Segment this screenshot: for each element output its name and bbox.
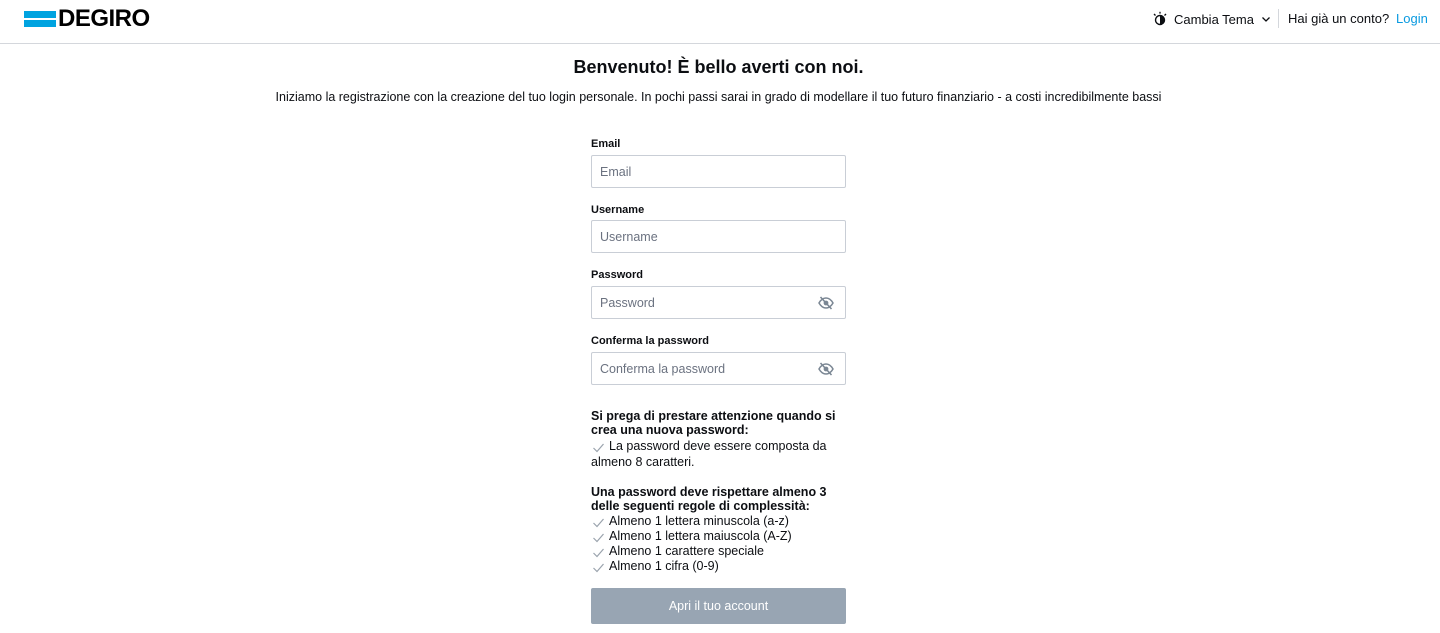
check-icon [592, 531, 605, 544]
email-label: Email [591, 138, 621, 150]
page-title: Benvenuto! È bello averti con noi. [573, 57, 864, 77]
complexity-rule-text: Almeno 1 lettera minuscola (a-z) [609, 514, 789, 528]
complexity-rule-text: Almeno 1 carattere speciale [609, 544, 764, 558]
confirm-password-field[interactable] [592, 353, 802, 384]
username-field[interactable] [592, 221, 802, 252]
complexity-rules-title: Una password deve rispettare almeno 3 delle seguenti regole di complessità: [591, 485, 827, 513]
top-header [0, 0, 1440, 44]
password-rule-continuation: almeno 8 caratteri. [591, 455, 695, 469]
username-label: Username [591, 204, 645, 216]
password-rules-title: Si prega di prestare attenzione quando si crea una nuova password: [591, 409, 836, 437]
eye-slash-icon[interactable] [818, 295, 834, 311]
email-field-box [591, 155, 846, 188]
complexity-rule-item [591, 559, 846, 574]
chevron-down-icon [1261, 14, 1271, 24]
email-field[interactable] [592, 156, 802, 187]
header-divider [1278, 9, 1279, 28]
theme-toggle-label: Cambia Tema [1174, 11, 1254, 27]
login-link[interactable]: Login [1396, 11, 1428, 26]
check-icon [592, 561, 605, 574]
theme-toggle-icon [1152, 11, 1168, 27]
confirm-password-label: Conferma la password [591, 335, 709, 347]
confirm-password-field-box [591, 352, 846, 385]
eye-slash-icon[interactable] [818, 361, 834, 377]
complexity-rule-item [591, 529, 846, 544]
check-icon [592, 516, 605, 529]
password-label: Password [591, 269, 643, 281]
have-account-text: Hai già un conto? [1288, 11, 1390, 26]
username-field-box [591, 220, 846, 253]
complexity-rule-text: Almeno 1 cifra (0-9) [609, 559, 719, 573]
complexity-rule-text: Almeno 1 lettera maiuscola (A-Z) [609, 529, 792, 543]
password-rule-item [591, 439, 846, 454]
logo-mark-icon [24, 9, 56, 29]
check-icon [592, 441, 605, 454]
page-subtitle: Iniziamo la registrazione con la creazione del tuo login personale. In pochi passi sarai in grado di modellare il tuo futuro finanziario - a costi incredibilmente bassi [275, 90, 1162, 104]
password-field-box [591, 286, 846, 319]
theme-toggle-button[interactable] [1152, 10, 1271, 28]
complexity-rule-item [591, 544, 846, 559]
degiro-logo[interactable] [24, 7, 150, 31]
check-icon [592, 546, 605, 559]
password-field[interactable] [592, 287, 802, 318]
open-account-button[interactable]: Apri il tuo account [591, 588, 846, 624]
password-rule-text: La password deve essere composta da [609, 439, 827, 453]
complexity-rule-item [591, 514, 846, 529]
logo-text: DEGIRO [58, 5, 150, 32]
